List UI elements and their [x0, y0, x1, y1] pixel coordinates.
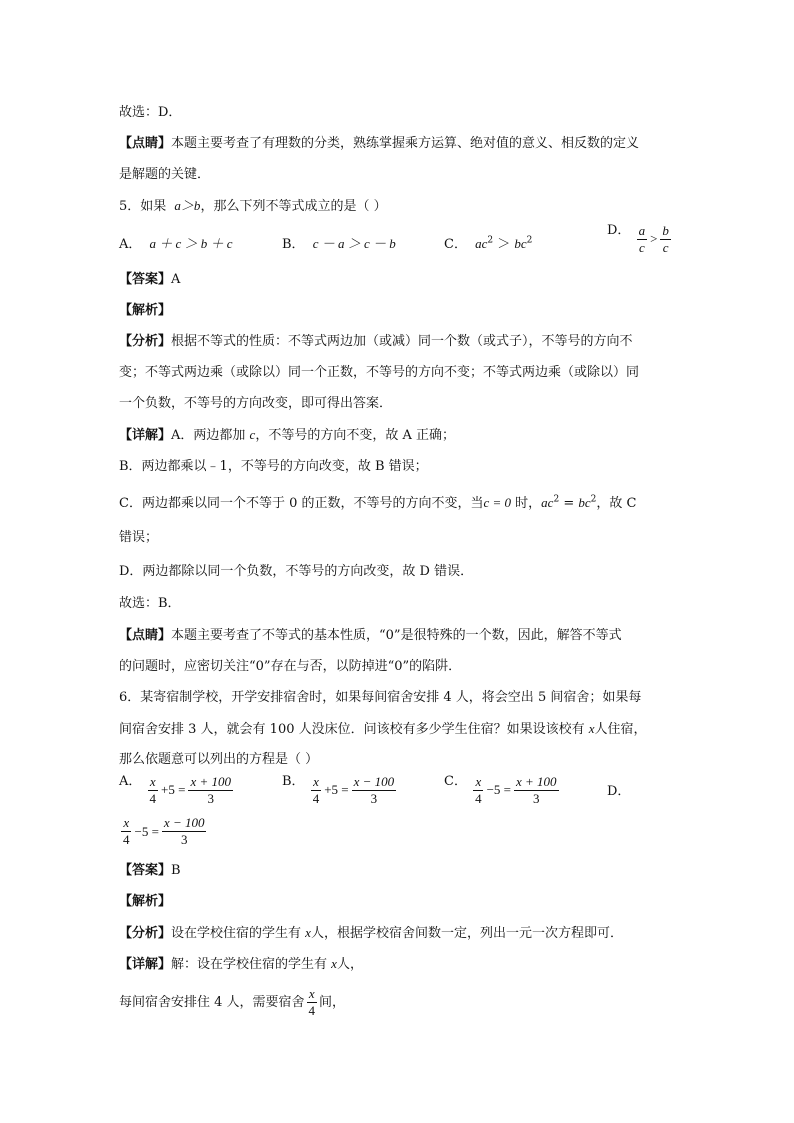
- xiangjie-2: [119, 955, 363, 974]
- q6-option-d-label: D．: [607, 784, 631, 799]
- xiangjie-1-c-line-2: 错误；: [119, 530, 159, 545]
- question-6-line-3: 那么依题意可以列出的方程是（ ）: [119, 752, 319, 767]
- last-line-pre: 每间宿舍安排住 4 人，需要宿舍: [119, 994, 305, 1010]
- answer-1-value: A: [171, 272, 181, 287]
- xiangjie-1-c-post: ，故 C: [596, 496, 637, 511]
- answer-1-label: 【答案】: [119, 272, 172, 287]
- xiangjie-1-b: B．两边都乘以﹣1，不等号的方向改变，故 B 错误；: [119, 459, 428, 474]
- q6-option-b: [282, 773, 398, 807]
- q6-option-b-label: B．: [282, 774, 305, 789]
- conclusion-text: 故选：D．: [119, 105, 182, 120]
- q5-option-c-rhs: bc: [514, 236, 527, 251]
- q6-option-d-expr: $\frac{x}{4}$ −5 = $\frac{x - 100}{3}$: [123, 815, 205, 847]
- answer-2-value: B: [171, 863, 181, 878]
- comment-text: 本题主要考查了有理数的分类，熟练掌握乘方运算、绝对值的意义、相反数的定义: [171, 136, 640, 151]
- answer-2-label: 【答案】: [119, 863, 172, 878]
- q5-option-c-op: ＞: [493, 237, 515, 252]
- conclusion-2: 故选：B．: [119, 596, 181, 611]
- fenxi-1: [119, 333, 633, 351]
- last-line: [119, 986, 345, 1019]
- comment-label: 【点睛】: [119, 136, 172, 151]
- fenxi-1-text: 根据不等式的性质：不等式两边加（或减）同一个数（或式子），不等号的方向不: [171, 334, 633, 349]
- comment-text-2: 是解题的关键．: [119, 167, 211, 182]
- xiangjie-1-c-rhs: bc: [578, 495, 591, 510]
- q6-option-a: [119, 773, 235, 807]
- analysis-2-heading: 【解析】: [119, 894, 172, 909]
- q5-condition: a＞b: [174, 198, 201, 213]
- question-6-line-1: 6．某寄宿制学校，开学安排宿舍时，如果每间宿舍安排 4 人，将会空出 5 间宿舍；如果每: [119, 690, 642, 705]
- q5-option-c-sup-2: 2: [526, 235, 533, 246]
- q5-option-c-lhs: ac: [475, 236, 488, 251]
- fenxi-1-label: 【分析】: [119, 334, 172, 349]
- q6-line-2-text: 间宿舍安排 3 人，就会有 100 人没床位．问该校有多少学生住宿？如果设该校有: [119, 722, 585, 737]
- comment-2-line-2: 的问题时，应密切关注“0”存在与否，以防掉进“0”的陷阱．: [119, 659, 462, 674]
- q6-option-a-expr: $\frac{x}{4}$ +5 = $\frac{x + 100}{3}$: [149, 773, 231, 806]
- xiangjie-1-a-post: ，不等号的方向不变，故 A 正确；: [255, 428, 455, 443]
- q5-option-b: [282, 235, 396, 254]
- xiangjie-1-c-sup-1: 2: [553, 494, 560, 505]
- q6-option-c-expr: $\frac{x}{4}$ −5 = $\frac{x + 100}{3}$: [475, 773, 557, 806]
- fenxi-2-pre: 设在学校住宿的学生有: [171, 926, 306, 941]
- analysis-1-heading: 【解析】: [119, 303, 172, 318]
- q6-option-d-label-wrap: [607, 783, 630, 801]
- comment-line: [119, 135, 639, 153]
- fenxi-2-post: 人，根据学校宿舍间数一定，列出一元一次方程即可．: [310, 926, 623, 941]
- comment-line-2: [119, 166, 210, 184]
- comment-2-label: 【点睛】: [119, 628, 172, 643]
- q5-option-c: [444, 235, 532, 254]
- fenxi-2-var: x: [305, 925, 311, 940]
- q6-line-2-var: x: [588, 721, 595, 736]
- xiangjie-1: [119, 426, 455, 445]
- q5-option-d: [607, 222, 673, 256]
- question-5: [119, 197, 387, 216]
- q6-option-b-expr: $\frac{x}{4}$ +5 = $\frac{x - 100}{3}$: [312, 773, 395, 806]
- xiangjie-2-var: x: [331, 956, 337, 971]
- comment-2: [119, 627, 622, 645]
- xiangjie-1-c: [119, 494, 636, 513]
- xiangjie-2-label: 【详解】: [119, 957, 172, 972]
- xiangjie-1-d: D．两边都除以同一个负数，不等号的方向改变，故 D 错误．: [119, 564, 474, 579]
- fenxi-1-line-2: 变；不等式两边乘（或除以）同一个正数，不等号的方向不变；不等式两边乘（或除以）同: [119, 365, 640, 380]
- q5-option-a-expr: a ＋ c ＞ b ＋ c: [149, 236, 233, 251]
- q6-option-c: [444, 773, 561, 807]
- last-line-post: 间，: [319, 994, 346, 1010]
- xiangjie-2-post: 人，: [336, 957, 363, 972]
- q5-option-d-op: >: [650, 231, 658, 246]
- xiangjie-1-c-cond: c = 0: [483, 495, 512, 510]
- last-line-frac: $\frac{x}{4}$: [308, 986, 316, 1018]
- q6-line-2-post: 人住宿，: [594, 722, 647, 737]
- q5-option-d-expr: [635, 223, 673, 256]
- xiangjie-1-c-mid: 时，: [511, 496, 542, 511]
- q5-suffix: ，那么下列不等式成立的是（ ）: [200, 199, 387, 214]
- q5-option-d-label: D．: [607, 223, 631, 238]
- q6-option-a-label: A．: [119, 774, 142, 789]
- xiangjie-1-c-eq: =: [559, 496, 579, 511]
- comment-2-text: 本题主要考查了不等式的基本性质，“0”是很特殊的一个数，因此，解答不等式: [171, 628, 622, 643]
- xiangjie-1-c-pre: C．两边都乘以同一个不等于 0 的正数，不等号的方向不变，当: [119, 496, 484, 511]
- xiangjie-1-c-sup-2: 2: [590, 494, 597, 505]
- xiangjie-2-pre: 解：设在学校住宿的学生有: [171, 957, 332, 972]
- q5-prefix: 5．如果: [119, 199, 167, 214]
- q5-option-a-label: A．: [119, 237, 142, 252]
- question-6-line-2: [119, 720, 647, 739]
- answer-1: [119, 271, 180, 289]
- fenxi-2-label: 【分析】: [119, 926, 172, 941]
- xiangjie-1-c-lhs: ac: [541, 495, 554, 510]
- fenxi-2: [119, 924, 623, 943]
- q5-option-d-frac-2: $\frac{b}{c}$: [662, 222, 669, 255]
- xiangjie-1-label: 【详解】: [119, 428, 172, 443]
- q6-option-c-label: C．: [444, 774, 467, 789]
- q5-option-c-sup-1: 2: [487, 235, 494, 246]
- q5-option-c-label: C．: [444, 237, 467, 252]
- xiangjie-1-a-pre: A．两边都加: [171, 428, 250, 443]
- fenxi-1-line-3: 一个负数，不等号的方向改变，即可得出答案．: [119, 396, 393, 411]
- q5-option-a: [119, 235, 233, 254]
- q5-option-b-expr: c － a ＞ c － b: [312, 236, 396, 251]
- conclusion-line: [119, 104, 181, 122]
- q5-option-b-label: B．: [282, 237, 305, 252]
- q5-option-d-frac-1: $\frac{a}{c}$: [638, 222, 646, 255]
- q6-option-d: [119, 815, 208, 848]
- xiangjie-1-a-var: c: [249, 427, 256, 442]
- answer-2: [119, 862, 181, 880]
